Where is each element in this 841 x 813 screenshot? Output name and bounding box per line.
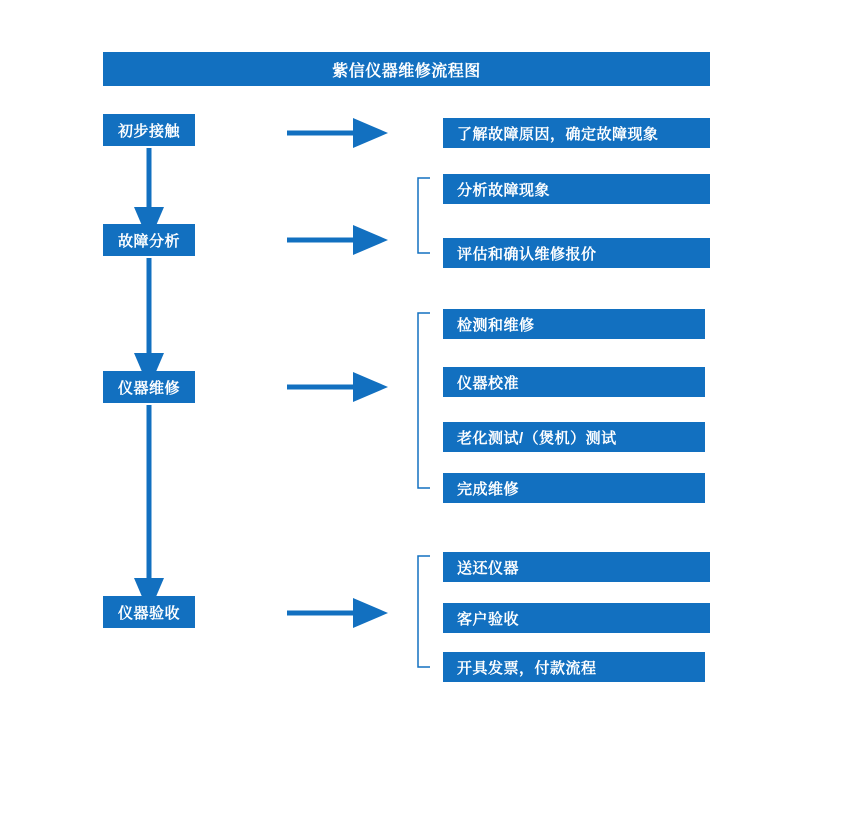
bracket-group-4: [418, 556, 430, 667]
detail-box-9[interactable]: 客户验收: [443, 603, 710, 633]
stage-box-instrument-repair[interactable]: 仪器维修: [103, 371, 195, 403]
detail-box-10[interactable]: 开具发票，付款流程: [443, 652, 705, 682]
stage-box-fault-analysis[interactable]: 故障分析: [103, 224, 195, 256]
stage-box-initial-contact[interactable]: 初步接触: [103, 114, 195, 146]
detail-box-5[interactable]: 仪器校准: [443, 367, 705, 397]
detail-box-3[interactable]: 评估和确认维修报价: [443, 238, 710, 268]
bracket-group-2: [418, 178, 430, 253]
detail-box-6[interactable]: 老化测试/（煲机）测试: [443, 422, 705, 452]
detail-box-4[interactable]: 检测和维修: [443, 309, 705, 339]
detail-box-7[interactable]: 完成维修: [443, 473, 705, 503]
detail-box-8[interactable]: 送还仪器: [443, 552, 710, 582]
detail-box-2[interactable]: 分析故障现象: [443, 174, 710, 204]
chart-title: 紫信仪器维修流程图: [103, 52, 710, 86]
detail-box-1[interactable]: 了解故障原因，确定故障现象: [443, 118, 710, 148]
bracket-group-3: [418, 313, 430, 488]
stage-box-instrument-acceptance[interactable]: 仪器验收: [103, 596, 195, 628]
